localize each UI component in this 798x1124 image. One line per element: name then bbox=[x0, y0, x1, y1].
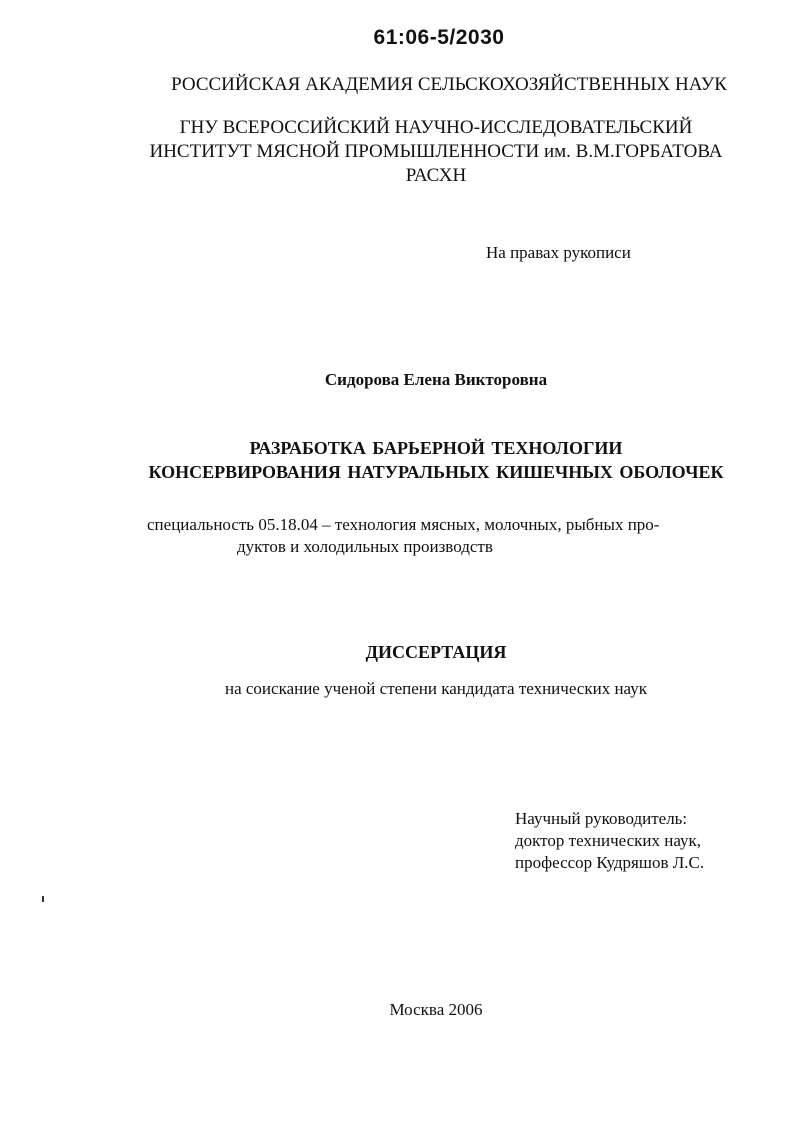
city-year: Москва 2006 bbox=[389, 1000, 483, 1019]
institute-line: ГНУ ВСЕРОССИЙСКИЙ НАУЧНО-ИССЛЕДОВАТЕЛЬСКИЙ bbox=[179, 117, 693, 138]
institute-line: ИНСТИТУТ МЯСНОЙ ПРОМЫШЛЕННОСТИ им. В.М.ГОРБАТОВА bbox=[149, 141, 723, 162]
manuscript-rights-note: На правах рукописи bbox=[486, 243, 631, 262]
supervisor-block bbox=[515, 808, 704, 874]
degree-statement: на соискание ученой степени кандидата технических наук bbox=[224, 679, 647, 698]
academy-name: РОССИЙСКАЯ АКАДЕМИЯ СЕЛЬСКОХОЗЯЙСТВЕННЫХ НАУК bbox=[171, 74, 727, 95]
specialty bbox=[147, 514, 737, 558]
document-type: ДИССЕРТАЦИЯ bbox=[365, 642, 507, 662]
institute-line: РАСХН bbox=[405, 165, 467, 186]
specialty-line: специальность 05.18.04 – технология мясных, молочных, рыбных про- bbox=[147, 515, 660, 534]
specialty-line: дуктов и холодильных производств bbox=[237, 537, 493, 556]
scan-speck bbox=[42, 896, 44, 902]
author-name: Сидорова Елена Викторовна bbox=[324, 370, 548, 389]
supervisor-line: доктор технических наук, bbox=[515, 831, 702, 850]
institute-name bbox=[0, 116, 798, 188]
supervisor-line: профессор Кудряшов Л.С. bbox=[515, 853, 705, 872]
title-line: РАЗРАБОТКА БАРЬЕРНОЙ ТЕХНОЛОГИИ bbox=[249, 438, 623, 458]
registration-code: 61:06-5/2030 bbox=[373, 26, 505, 49]
title-line: КОНСЕРВИРОВАНИЯ НАТУРАЛЬНЫХ КИШЕЧНЫХ ОБОЛОЧЕК bbox=[148, 462, 724, 482]
dissertation-title bbox=[0, 436, 798, 484]
supervisor-line: Научный руководитель: bbox=[515, 809, 688, 828]
